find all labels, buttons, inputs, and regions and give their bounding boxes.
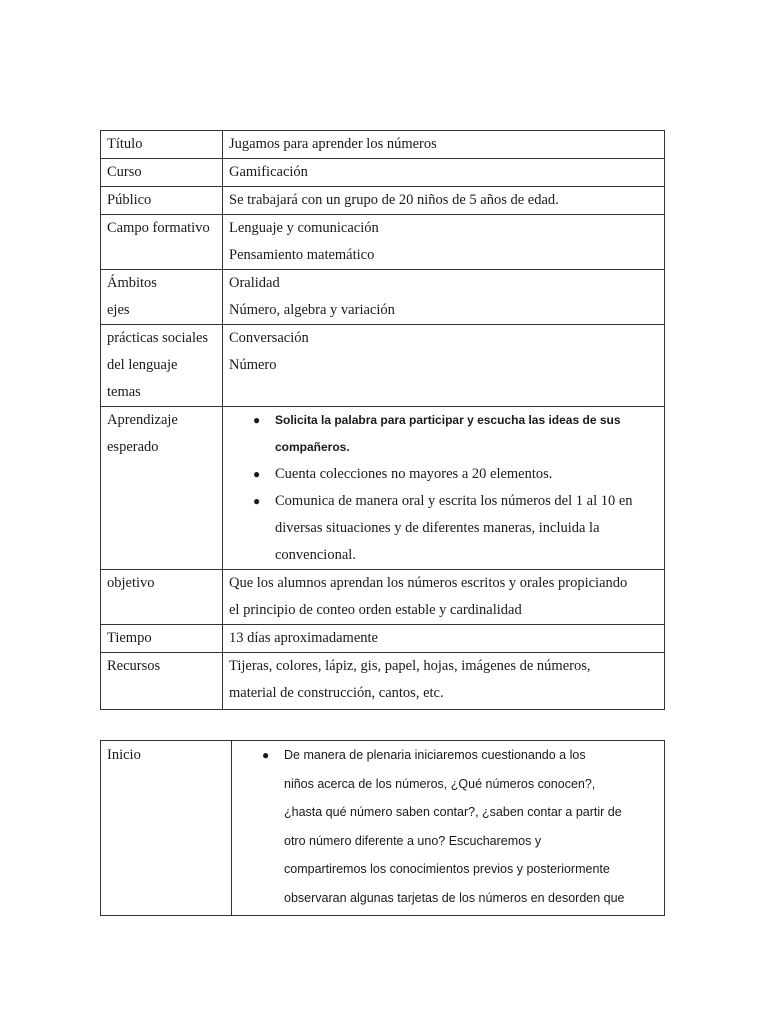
label-line: Título: [107, 136, 143, 152]
value-line: Conversación: [229, 330, 309, 346]
bullet-item: [262, 741, 664, 912]
bullet-line: Cuenta colecciones no mayores a 20 elementos.: [275, 466, 553, 482]
value-line: Gamificación: [229, 164, 308, 180]
row-value: [223, 270, 665, 325]
value-line: Que los alumnos aprendan los números escritos y orales propiciando: [229, 575, 628, 591]
value-line: Se trabajará con un grupo de 20 niños de 5 años de edad.: [229, 192, 559, 208]
row-value: [223, 187, 665, 215]
bullet-line: convencional.: [275, 547, 356, 563]
row-value: [223, 407, 665, 570]
table-row: [101, 407, 665, 570]
bullet-line: Comunica de manera oral y escrita los números del 1 al 10 en: [275, 493, 633, 509]
row-label: [101, 325, 223, 407]
row-label: [101, 159, 223, 187]
table-row: [101, 215, 665, 270]
value-line: Tijeras, colores, lápiz, gis, papel, hojas, imágenes de números,: [229, 658, 591, 674]
row-value: [223, 653, 665, 710]
row-value: [223, 325, 665, 407]
table-row: [101, 570, 665, 625]
table-row: [101, 187, 665, 215]
label-line: esperado: [107, 439, 159, 455]
label-line: Recursos: [107, 658, 161, 674]
row-value: [223, 625, 665, 653]
row-value: [223, 131, 665, 159]
label-line: objetivo: [107, 575, 155, 591]
row-value: [223, 159, 665, 187]
table-row: [101, 131, 665, 159]
value-line: Pensamiento matemático: [229, 247, 375, 263]
label-line: prácticas sociales: [107, 330, 209, 346]
table-row: [101, 653, 665, 710]
value-line: Lenguaje y comunicación: [229, 220, 379, 236]
bullet-line: otro número diferente a uno? Escucharemos y: [284, 833, 542, 848]
value-line: Número: [229, 357, 277, 373]
value-line: el principio de conteo orden estable y cardinalidad: [229, 602, 522, 618]
bullet-line: Solicita la palabra para participar y escucha las ideas de sus: [275, 413, 621, 427]
bullet-line: De manera de plenaria iniciaremos cuestionando a los: [284, 748, 586, 762]
bullet-line: observaran algunas tarjetas de los números en desorden que: [284, 890, 625, 905]
bullet-item: [253, 488, 664, 569]
label-line: Inicio: [107, 747, 141, 763]
row-value: [232, 741, 665, 916]
value-line: Número, algebra y variación: [229, 302, 395, 318]
label-line: Tiempo: [107, 630, 152, 646]
row-label: [101, 270, 223, 325]
table-row-inicio: [101, 741, 665, 916]
label-line: Campo formativo: [107, 220, 210, 236]
table-row: [101, 325, 665, 407]
row-label: [101, 187, 223, 215]
label-line: Curso: [107, 164, 142, 180]
label-line: del lenguaje: [107, 357, 178, 373]
row-label: [101, 131, 223, 159]
bullet-line: compartiremos los conocimientos previos y posteriormente: [284, 862, 610, 876]
row-label: [101, 653, 223, 710]
row-label: [101, 625, 223, 653]
bullet-item: [253, 407, 664, 461]
value-line: 13 días aproximadamente: [229, 630, 378, 646]
label-line: Público: [107, 192, 152, 208]
bullet-icon: ●: [253, 467, 261, 481]
row-label: [101, 741, 232, 916]
row-label: [101, 407, 223, 570]
activity-table: [100, 740, 665, 916]
bullet-line: ¿hasta qué número saben contar?, ¿saben contar a partir de: [284, 805, 622, 819]
lesson-plan-table: [100, 130, 665, 710]
value-line: Oralidad: [229, 275, 280, 291]
bullet-item: [253, 461, 664, 488]
row-label: [101, 215, 223, 270]
bullet-line: compañeros.: [275, 440, 350, 454]
table-row: [101, 270, 665, 325]
label-line: Ámbitos: [107, 275, 157, 291]
bullet-line: diversas situaciones y de diferentes maneras, incluida la: [275, 520, 600, 536]
bullet-icon: ●: [253, 494, 261, 508]
row-value: [223, 215, 665, 270]
label-line: temas: [107, 384, 141, 400]
value-line: material de construcción, cantos, etc.: [229, 685, 444, 701]
table-row: [101, 625, 665, 653]
value-line: Jugamos para aprender los números: [229, 136, 437, 152]
label-line: ejes: [107, 302, 130, 318]
label-line: Aprendizaje: [107, 412, 178, 428]
bullet-icon: ●: [262, 748, 270, 762]
bullet-line: niños acerca de los números, ¿Qué números conocen?,: [284, 776, 596, 791]
row-label: [101, 570, 223, 625]
table-row: [101, 159, 665, 187]
bullet-icon: ●: [253, 413, 261, 427]
row-value: [223, 570, 665, 625]
